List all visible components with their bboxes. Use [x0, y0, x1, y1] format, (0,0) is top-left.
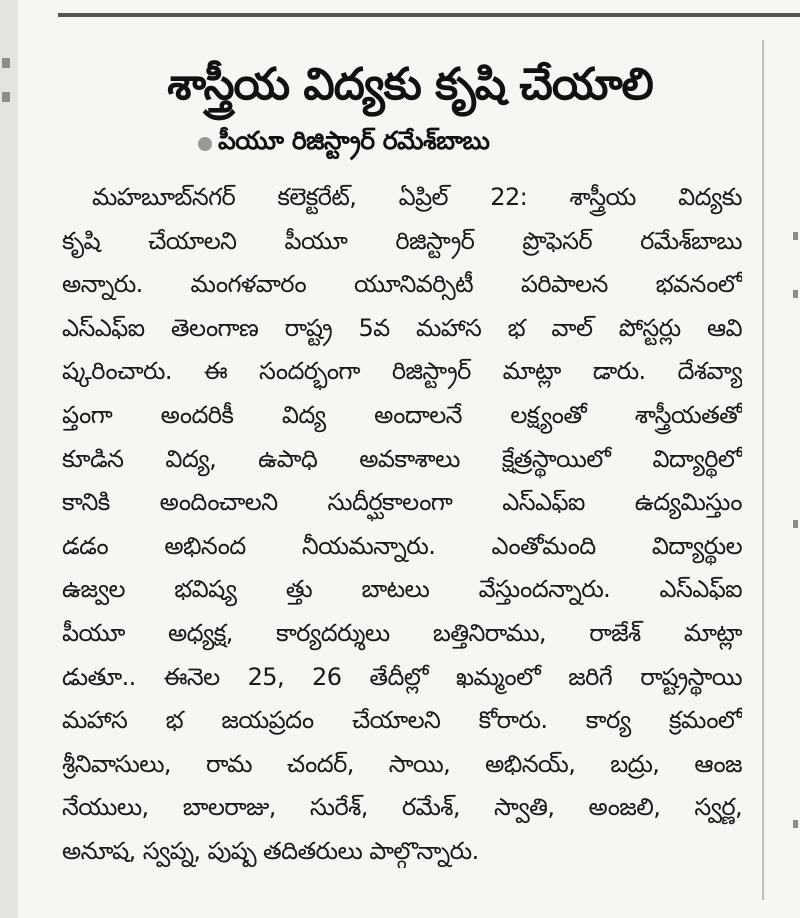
body-line: డడం అభినంద నీయమన్నారు. ఎంతోమంది విద్యార్థుల	[62, 531, 742, 560]
clipped-text-fragment	[2, 58, 10, 68]
body-line: డుతూ.. ఈనెల 25, 26 తేదీల్లో ఖమ్మంలో జరిగే రాష్ట్రస్థాయి	[62, 662, 742, 691]
clipped-text-fragment	[793, 232, 798, 240]
clipped-text-fragment	[793, 820, 798, 828]
adjacent-column-edge	[0, 0, 18, 918]
article-byline	[198, 124, 489, 164]
body-line: కానికి అందించాలని సుదీర్ఘకాలంగా ఎస్ఎఫ్ఐ ఉద్యమిస్తుం	[62, 488, 742, 517]
clipped-text-fragment	[793, 290, 798, 298]
top-divider-rule	[58, 13, 800, 17]
body-line: కృషి చేయాలని పీయూ రిజిస్ట్రార్ ప్రొఫెసర్ రమేశ్‌బాబు	[62, 226, 742, 255]
bullet-dot-icon	[198, 137, 212, 151]
body-line: ష్కరించారు. ఈ సందర్భంగా రిజిస్ట్రార్ మాట్లా డారు. దేశవ్యా	[62, 357, 742, 386]
body-line: నేయులు, బాలరాజు, సురేశ్, రమేశ్, స్వాతి, అంజలి, స్వర్ణ,	[62, 793, 742, 822]
body-line: మహాస భ జయప్రదం చేయాలని కోరారు. కార్య క్రమంలో	[62, 706, 742, 735]
article-headline: శాస్త్రీయ విద్యకు కృషి చేయాలి	[167, 59, 653, 110]
byline-text: పీయూ రిజిస్ట్రార్ రమేశ్‌బాబు	[218, 126, 490, 155]
body-line: మహబూబ్‌నగర్ కలెక్టరేట్, ఏప్రిల్ 22: శాస్త్రీయ విద్యకు	[92, 183, 742, 211]
body-line: అన్నారు. మంగళవారం యూనివర్సిటీ పరిపాలన భవనంలో	[62, 270, 742, 299]
clipped-text-fragment	[2, 92, 10, 102]
body-line: పీయూ అధ్యక్ష, కార్యదర్శులు బత్తినిరాము, రాజేశ్ మాట్లా	[62, 618, 742, 647]
column-divider-rule	[762, 40, 764, 900]
clipped-next-line	[62, 908, 762, 918]
body-line: ప్తంగా అందరికీ విద్య అందాలనే లక్ష్యంతో శాస్త్రీయతతో	[62, 400, 742, 429]
article-body	[62, 176, 742, 874]
body-line: కూడిన విద్య, ఉపాధి అవకాశాలు క్షేత్రస్థాయిలో విద్యార్థిలో	[62, 444, 742, 473]
body-line: ఉజ్వల భవిష్య త్తు బాటలు వేస్తుందన్నారు. ఎస్ఎఫ్ఐ	[62, 575, 742, 604]
body-line: అనూష, స్వప్న, పుష్ప తదితరులు పాల్గొన్నారు.	[62, 836, 479, 865]
clipped-text-fragment	[793, 520, 798, 528]
body-line: శ్రీనివాసులు, రామ చందర్, సాయి, అభినయ్, బద్రు, ఆంజ	[62, 749, 742, 778]
body-line: ఎస్ఎఫ్ఐ తెలంగాణ రాష్ట్ర 5వ మహాస భ వాల్ పోస్టర్లు ఆవి	[62, 313, 742, 342]
